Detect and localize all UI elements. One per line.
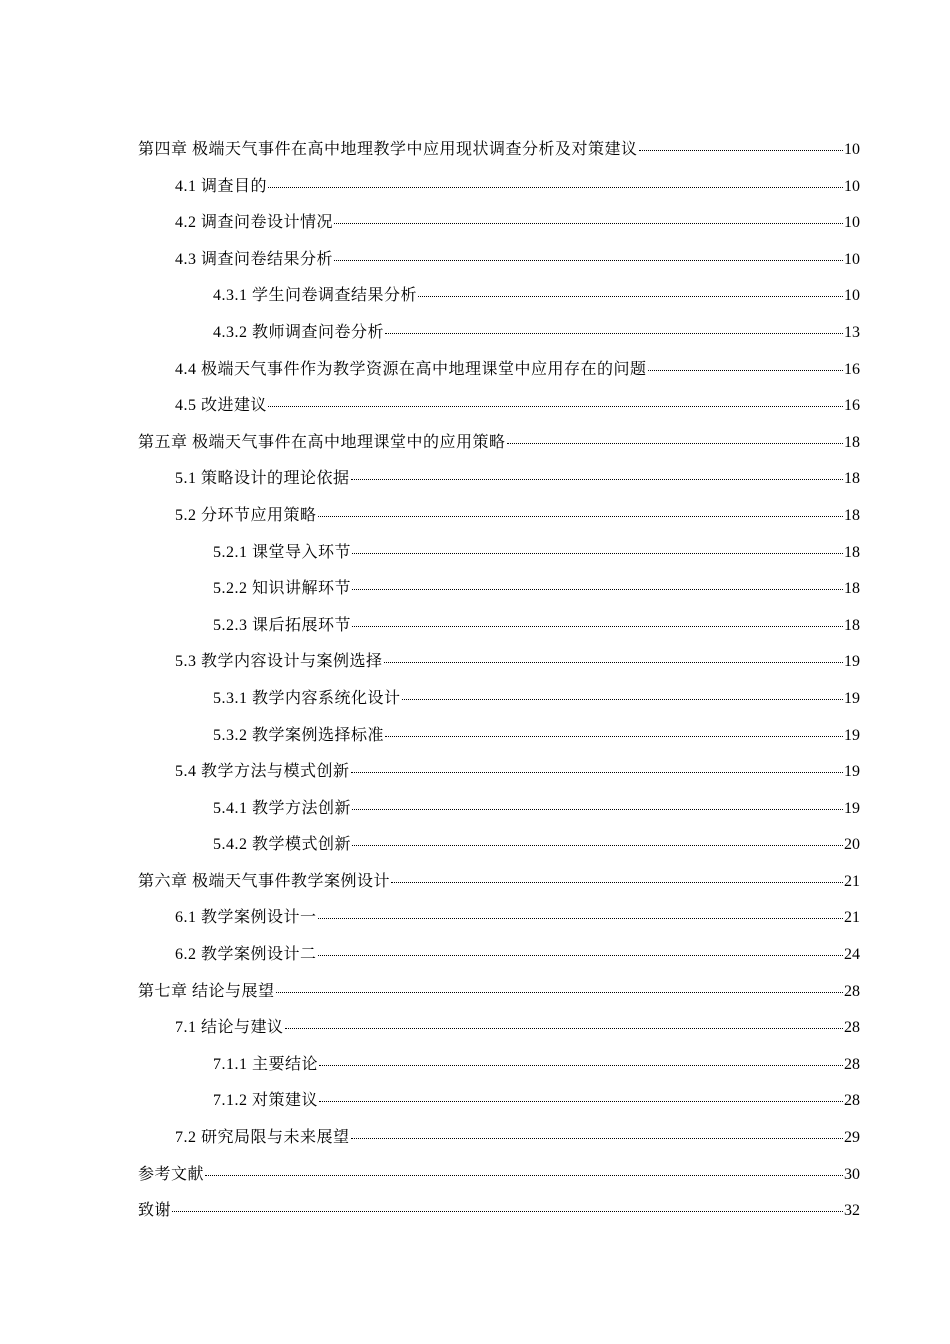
dot-leader [351, 1122, 843, 1142]
toc-entry-page: 28 [844, 1055, 860, 1073]
toc-entry-page: 20 [844, 836, 860, 854]
toc-entry-page: 21 [844, 872, 860, 890]
toc-entry-page: 32 [844, 1202, 860, 1220]
toc-entry-page: 29 [844, 1129, 860, 1147]
dot-leader [318, 939, 843, 959]
toc-entry[interactable] [138, 535, 860, 572]
toc-entry[interactable] [138, 1120, 860, 1157]
toc-entry-title: 致谢 [138, 1202, 172, 1220]
dot-leader [205, 1159, 843, 1179]
toc-entry[interactable] [138, 900, 860, 937]
toc-entry-page: 10 [844, 177, 860, 195]
toc-entry[interactable] [138, 754, 860, 791]
toc-entry-title: 7.1 结论与建议 [175, 1019, 284, 1037]
toc-entry[interactable] [138, 425, 860, 462]
toc-entry-title: 5.3.1 教学内容系统化设计 [213, 689, 401, 707]
toc-entry-page: 18 [844, 433, 860, 451]
toc-entry-title: 5.2.2 知识讲解环节 [213, 580, 352, 598]
toc-entry-page: 10 [844, 287, 860, 305]
toc-entry-title: 5.2 分环节应用策略 [175, 506, 317, 524]
toc-entry-title: 4.2 调查问卷设计情况 [175, 214, 334, 232]
dot-leader [334, 244, 843, 264]
toc-entry-title: 7.2 研究局限与未来展望 [175, 1129, 350, 1147]
dot-leader [639, 134, 843, 154]
toc-entry-page: 30 [844, 1165, 860, 1183]
dot-leader [352, 829, 843, 849]
toc-entry[interactable] [138, 278, 860, 315]
toc-entry-page: 28 [844, 982, 860, 1000]
toc-entry[interactable] [138, 791, 860, 828]
toc-entry-page: 16 [844, 397, 860, 415]
toc-entry-title: 第四章 极端天气事件在高中地理教学中应用现状调查分析及对策建议 [138, 141, 638, 158]
toc-entry[interactable] [138, 132, 860, 169]
dot-leader [318, 902, 843, 922]
toc-entry[interactable] [138, 205, 860, 242]
dot-leader [391, 866, 843, 886]
dot-leader [351, 756, 843, 776]
dot-leader [418, 280, 843, 300]
toc-entry-page: 28 [844, 1092, 860, 1110]
toc-entry-title: 5.3.2 教学案例选择标准 [213, 726, 385, 744]
toc-entry-title: 参考文献 [138, 1165, 205, 1183]
toc-entry-title: 7.1.2 对策建议 [213, 1092, 319, 1110]
toc-entry-title: 4.3.1 学生问卷调查结果分析 [213, 287, 418, 305]
toc-entry[interactable] [138, 1193, 860, 1230]
toc-entry-title: 6.1 教学案例设计一 [175, 909, 317, 927]
toc-entry-page: 18 [844, 616, 860, 634]
toc-entry[interactable] [138, 1010, 860, 1047]
toc-entry-page: 19 [844, 726, 860, 744]
toc-entry-page: 24 [844, 946, 860, 964]
toc-entry-title: 5.1 策略设计的理论依据 [175, 470, 350, 488]
dot-leader [318, 500, 843, 520]
toc-entry-page: 19 [844, 763, 860, 781]
toc-entry[interactable] [138, 681, 860, 718]
toc-entry[interactable] [138, 974, 860, 1011]
dot-leader [384, 646, 843, 666]
toc-entry-title: 5.4 教学方法与模式创新 [175, 763, 350, 781]
toc-entry-title: 5.4.2 教学模式创新 [213, 836, 352, 854]
toc-entry[interactable] [138, 608, 860, 645]
toc-entry-page: 10 [844, 141, 860, 158]
toc-entry-page: 19 [844, 689, 860, 707]
toc-entry-page: 10 [844, 250, 860, 268]
toc-entry-title: 7.1.1 主要结论 [213, 1055, 319, 1073]
toc-entry[interactable] [138, 571, 860, 608]
dot-leader [172, 1195, 843, 1215]
toc-entry-page: 18 [844, 506, 860, 524]
toc-entry[interactable] [138, 1157, 860, 1194]
toc-entry[interactable] [138, 644, 860, 681]
toc-entry-title: 5.3 教学内容设计与案例选择 [175, 653, 383, 671]
toc-entry-title: 4.1 调查目的 [175, 177, 268, 195]
toc-entry-page: 18 [844, 580, 860, 598]
toc-entry[interactable] [138, 827, 860, 864]
dot-leader [648, 354, 843, 374]
dot-leader [319, 1049, 843, 1069]
dot-leader [268, 390, 843, 410]
toc-entry-page: 19 [844, 799, 860, 817]
toc-entry-title: 4.3 调查问卷结果分析 [175, 250, 334, 268]
toc-entry-title: 6.2 教学案例设计二 [175, 946, 317, 964]
dot-leader [385, 317, 843, 337]
toc-entry-page: 21 [844, 909, 860, 927]
toc-entry-page: 18 [844, 470, 860, 488]
dot-leader [268, 171, 843, 191]
dot-leader [319, 1085, 843, 1105]
toc-entry-title: 4.3.2 教师调查问卷分析 [213, 323, 385, 341]
toc-entry[interactable] [138, 718, 860, 755]
toc-entry-page: 13 [844, 323, 860, 341]
toc-entry-title: 4.5 改进建议 [175, 397, 268, 415]
toc-entry-title: 5.2.1 课堂导入环节 [213, 543, 352, 561]
toc-entry-page: 19 [844, 653, 860, 671]
toc-entry-title: 4.4 极端天气事件作为教学资源在高中地理课堂中应用存在的问题 [175, 360, 647, 378]
dot-leader [334, 207, 843, 227]
dot-leader [402, 683, 843, 703]
table-of-contents [138, 132, 860, 1230]
toc-entry-title: 5.4.1 教学方法创新 [213, 799, 352, 817]
toc-entry-title: 第六章 极端天气事件教学案例设计 [138, 872, 391, 890]
toc-entry[interactable] [138, 352, 860, 389]
toc-entry[interactable] [138, 169, 860, 206]
toc-entry-page: 16 [844, 360, 860, 378]
toc-entry[interactable] [138, 864, 860, 901]
toc-entry[interactable] [138, 315, 860, 352]
toc-entry-page: 28 [844, 1019, 860, 1037]
toc-entry[interactable] [138, 242, 860, 279]
dot-leader [351, 463, 843, 483]
toc-entry-title: 5.2.3 课后拓展环节 [213, 616, 352, 634]
dot-leader [352, 793, 843, 813]
toc-entry[interactable] [138, 937, 860, 974]
dot-leader [352, 537, 843, 557]
dot-leader [385, 720, 843, 740]
toc-entry[interactable] [138, 461, 860, 498]
toc-entry-title: 第五章 极端天气事件在高中地理课堂中的应用策略 [138, 433, 506, 451]
toc-entry-page: 10 [844, 214, 860, 232]
dot-leader [352, 573, 843, 593]
toc-entry-title: 第七章 结论与展望 [138, 982, 275, 1000]
toc-entry[interactable] [138, 1083, 860, 1120]
toc-entry[interactable] [138, 1047, 860, 1084]
toc-entry-page: 18 [844, 543, 860, 561]
dot-leader [285, 1012, 843, 1032]
toc-entry[interactable] [138, 498, 860, 535]
dot-leader [507, 427, 843, 447]
dot-leader [352, 610, 843, 630]
dot-leader [276, 976, 843, 996]
toc-entry[interactable] [138, 388, 860, 425]
